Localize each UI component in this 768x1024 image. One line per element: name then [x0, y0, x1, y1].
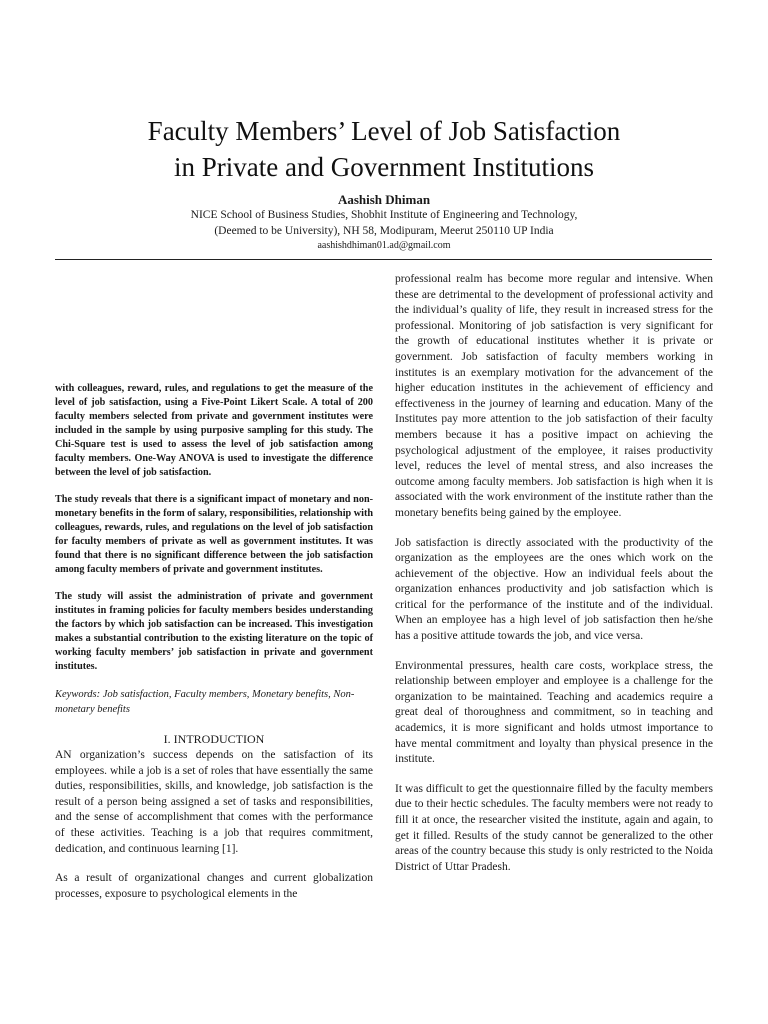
keywords: Keywords: Job satisfaction, Faculty members, Monetary benefits, Non-monetary benefits: [55, 689, 355, 715]
body-paragraph: professional realm has become more regular and intensive. When these are detrimental to the development of professional activity and the individual’s quality of life, they result in increased stress for the professional. Monitoring of job satisfaction is very significant for the growth of educational institutes whether it is private or government. Job satisfaction of faculty members working in institutes is an exemplary motivation for the advancement of the higher education institutes in the achievement of efficiency and effectiveness in the journey of learning and education. Many of the Institutes pay more attention to the job satisfaction of their faculty members because it has a positive impact on achieving the psychological adjustment of the employee, it raises productivity level, reduces the level of mental stress, and also increases the outcome among faculty members. Job satisfaction is high when it is associated with the work environment of the institute rather than the monetary benefits being gained by the employee.: [395, 273, 713, 519]
abstract-paragraph: The study reveals that there is a significant impact of monetary and non-monetary benefits in the form of salary, responsibilities, relationship with colleagues, rewards, rules, and regulations on the level of job satisfaction for faculty members of private as well as government institutes. It was found that there is no significant difference between the job satisfaction among faculty members of private and government institutes.: [55, 494, 373, 575]
author-email: aashishdhiman01.ad@gmail.com: [317, 240, 451, 251]
right-column: [395, 272, 713, 889]
title-line-2: in Private and Government Institutions: [174, 152, 594, 182]
abstract: [55, 382, 373, 674]
body-paragraph: It was difficult to get the questionnaire filled by the faculty members due to their hectic schedules. The faculty members were not ready to fill it at once, the researcher visited the institute, again and again, to get it filled. Results of the study cannot be generalized to the other areas of the country because this study is only restricted to the Noida District of Uttar Pradesh.: [395, 782, 713, 873]
affiliation-line-1: NICE School of Business Studies, Shobhit Institute of Engineering and Technology,: [190, 209, 578, 221]
section-heading-introduction: I. INTRODUCTION: [163, 732, 265, 746]
abstract-paragraph: with colleagues, reward, rules, and regulations to get the measure of the level of job satisfaction, using a Five-Point Likert Scale. A total of 200 faculty members selected from private and government institutes were included in the sample by using purposive sampling for this study. The Chi-Square test is used to assess the level of job satisfaction among faculty members. One-Way ANOVA is used to investigate the difference between the level of job satisfaction.: [55, 383, 373, 478]
title-line-1: Faculty Members’ Level of Job Satisfaction: [147, 116, 621, 146]
body-paragraph: Environmental pressures, health care costs, workplace stress, the relationship between employer and employee is a challenge for the organization to be maintained. Teaching and academics require a great deal of thoroughness and commitment, so in teaching and academics, it is more significant and holds utmost importance to have mental commitment and loyalty than physical presence in the institute.: [395, 659, 713, 766]
header-divider: [55, 259, 712, 260]
abstract-paragraph: The study will assist the administration of private and government institutes in framing policies for faculty members besides understanding the factors by which job satisfaction can be increased. This investigation makes a substantial contribution to the existing literature on the topic of working faculty members’ job satisfaction in private and government institutes.: [55, 591, 373, 672]
affiliation-line-2: (Deemed to be University), NH 58, Modipuram, Meerut 250110 UP India: [214, 225, 554, 237]
body-paragraph: Job satisfaction is directly associated with the productivity of the organization as the employees are the ones which work on the achievement of the objective. How an individual feels about the organization enhances productivity and job satisfaction which is critical for the performance of the institute and of the individual. When an employee has a high level of job satisfaction then he/she has a positive attitude towards the job, and vice versa.: [395, 536, 713, 643]
author-name: Aashish Dhiman: [337, 192, 431, 207]
left-column: [55, 382, 373, 916]
affiliation: [0, 207, 768, 252]
paper-title: [0, 113, 768, 185]
body-paragraph: As a result of organizational changes and current globalization processes, exposure to psychological elements in the: [55, 872, 373, 900]
body-paragraph: AN organization’s success depends on the satisfaction of its employees. while a job is a set of roles that have essentially the same duties, responsibilities, skills, and knowledge, job satisfaction is the result of a person being assigned a set of tasks and responsibilities, and the sense of accomplishment that comes with the performance of these activities. Teaching is a job that requires commitment, dedication, and continuous learning [1].: [55, 749, 373, 855]
